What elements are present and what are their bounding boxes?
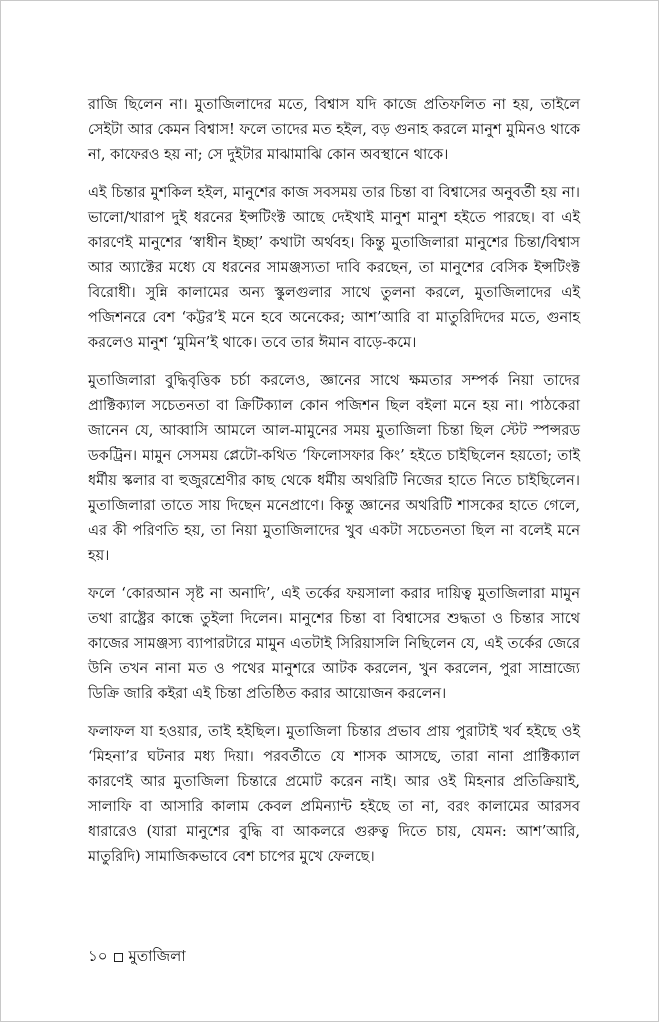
page-footer — [88, 945, 186, 970]
body-text — [88, 93, 580, 883]
paragraph-4: ফলে ‘কোরআন সৃষ্ট না অনাদি’, এই তর্কের ফয়সালা করার দায়িত্ব মুতাজিলারা মামুন তথা রাষ্ট্রের কান্ধে তুইলা দিলেন। মানুশের চিন্তা বা বিশ্বাসের শুদ্ধতা ও চিন্তার সাথে কাজের সামঞ্জস্য ব্যাপারটারে মামুন এতটাই সিরিয়াসলি নিছিলেন যে, এই তর্কের জেরে উনি তখন নানা মত ও পথের মানুশরে আটক করলেন, খুন করলেন, পুরা সাম্রাজ্যে ডিক্রি জারি কইরা এই চিন্তা প্রতিষ্ঠিত করার আয়োজন করলেন। — [88, 586, 580, 702]
paragraph-5: ফলাফল যা হওয়ার, তাই হইছিল। মুতাজিলা চিন্তার প্রভাব প্রায় পুরাটাই খর্ব হইছে ওই ‘মিহনা’র ঘটনার মধ্য দিয়া। পরবর্তীতে যে শাসক আসছে, তারা নানা প্রাক্টিক্যাল কারণেই আর মুতাজিলা চিন্তারে প্রমোট করেন নাই। আর ওই মিহনার প্রতিক্রিয়াই, সালাফি বা আসারি কালাম কেবল প্রমিন্যান্ট হইছে তা না, বরং কালামের আরসব ধারারেও (যারা মানুশের বুদ্ধি বা আকলরে গুরুত্ব দিতে চায়, যেমন: আশ’আরি, মাতুরিদি) সামাজিকভাবে বেশ চাপের মুখে ফেলছে। — [88, 724, 580, 865]
page-number: ১০ — [88, 947, 108, 965]
paragraph-3: মুতাজিলারা বুদ্ধিবৃত্তিক চর্চা করলেও, জ্ঞানের সাথে ক্ষমতার সম্পর্ক নিয়া তাদের প্রাক্টিক্যাল সচেতনতা বা ক্রিটিক্যাল কোন পজিশন ছিল বইলা মনে হয় না। পাঠকেরা জানেন যে, আব্বাসি আমলে আল-মামুনের সময় মুতাজিলা চিন্তা ছিল স্টেট স্পন্সরড ডকট্রিন। মামুন সেসময় প্লেটো-কথিত ‘ফিলোসফার কিং’ হইতে চাইছিলেন হয়তো; তাই ধর্মীয় স্কলার বা হুজুরশ্রেণীর কাছ থেকে ধর্মীয় অথরিটি নিজের হাতে নিতে চাইছিলেন। মুতাজিলারা তাতে সায় দিছেন মনেপ্রাণে। কিন্তু জ্ঞানের অথরিটি শাসকের হাতে গেলে, এর কী পরিণতি হয়, তা নিয়া মুতাজিলাদের খুব একটা সচেতনতা ছিল না বলেই মনে হয়। — [88, 373, 580, 564]
paragraph-2: এই চিন্তার মুশকিল হইল, মানুশের কাজ সবসময় তার চিন্তা বা বিশ্বাসের অনুবর্তী হয় না। ভালো/খারাপ দুই ধরনের ইন্সটিংক্ট আছে দেইখাই মানুশ মানুশ হইতে পারছে। বা এই কারণেই মানুশের ‘স্বাধীন ইচ্ছা’ কথাটা অর্থবহ। কিন্তু মুতাজিলারা মানুশের চিন্তা/বিশ্বাস আর অ্যাক্টের মধ্যে যে ধরনের সামঞ্জস্যতা দাবি করছেন, তা মানুশের বেসিক ইন্সটিংক্ট বিরোধী। সুন্নি কালামের অন্য স্কুলগুলার সাথে তুলনা করলে, মুতাজিলাদের এই পজিশনরে বেশ ‘কট্টর’ই মনে হবে অনেকের; আশ’আরি বা মাতুরিদিদের মতে, গুনাহ করলেও মানুশ ‘মুমিন’ই থাকে। তবে তার ঈমান বাড়ে-কমে। — [88, 185, 580, 351]
running-title: মুতাজিলা — [128, 947, 186, 965]
square-separator-icon — [114, 953, 123, 962]
paragraph-1: রাজি ছিলেন না। মুতাজিলাদের মতে, বিশ্বাস যদি কাজে প্রতিফলিত না হয়, তাইলে সেইটা আর কেমন বিশ্বাস! ফলে তাদের মত হইল, বড় গুনাহ করলে মানুশ মুমিনও থাকে না, কাফেরও হয় না; সে দুইটার মাঝামাঝি কোন অবস্থানে থাকে। — [88, 97, 580, 163]
